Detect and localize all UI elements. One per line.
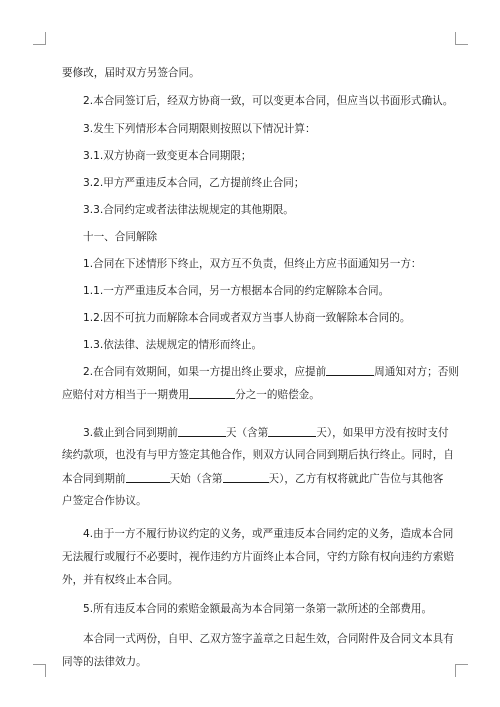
crop-mark-bottom-right xyxy=(455,664,468,677)
clause-4: 4.由于一方不履行协议约定的义务，或严重违反本合同约定的义务，造成本合同 xyxy=(83,528,454,540)
text-segment: 2.在合同有效期间，如果一方提出终止要求，应提前 xyxy=(83,366,327,378)
clause-3-2: 3.2.甲方严重违反本合同，乙方提前终止合同； xyxy=(83,177,305,189)
clause-5: 5.所有违反本合同的索赔金额最高为本合同第一条第一款所述的全部费用。 xyxy=(83,603,433,615)
fill-in-blank xyxy=(268,426,316,437)
paragraph-line: 续约款项，也没有与甲方签定其他合作，则双方认同合同到期后执行终止。同时，自 xyxy=(62,449,454,461)
text-segment: 天始（含第 xyxy=(169,473,223,485)
clause-3-expiry xyxy=(83,426,449,440)
clause-1-3: 1.3.依法律、法规规定的情形而终止。 xyxy=(83,339,263,351)
text-segment: 本合同到期前 xyxy=(62,473,126,485)
clause-3: 3.发生下列情形本合同期限则按照以下情况计算： xyxy=(83,123,316,135)
clause-1-1: 1.1.一方严重违反本合同，另一方根据本合同的约定解除本合同。 xyxy=(83,285,390,297)
paragraph-line: 无法履行或履行不必要时，视作违约方片面终止本合同，守约方除有权向违约方索赔 xyxy=(62,551,454,563)
text-segment: 应赔付对方相当于一期费用 xyxy=(62,389,190,401)
paragraph-line: 要修改，届时双方另签合同。 xyxy=(62,67,200,79)
crop-mark-top-left xyxy=(33,32,46,45)
fill-in-blank xyxy=(126,472,170,483)
clause-1-2: 1.2.因不可抗力而解除本合同或者双方当事人协商一致解除本合同的。 xyxy=(83,312,411,324)
fill-in-blank xyxy=(326,365,374,376)
paragraph-line xyxy=(62,388,320,402)
paragraph-line xyxy=(62,472,443,486)
clause-2-termination xyxy=(83,365,459,379)
clause-3-1: 3.1.双方协商一致变更本合同期限； xyxy=(83,150,252,162)
text-segment: 3.截止到合同到期前 xyxy=(83,427,178,439)
clause-1: 1.合同在下述情形下终止，双方互不负责，但终止方应书面通知另一方： xyxy=(83,258,422,270)
paragraph-line: 同等的法律效力。 xyxy=(62,656,147,668)
text-segment: 分之一的赔偿金。 xyxy=(235,389,320,401)
paragraph-line: 户签定合作协议。 xyxy=(62,495,147,507)
section-heading: 十一、合同解除 xyxy=(83,231,158,243)
fill-in-blank xyxy=(189,388,235,399)
closing-paragraph: 本合同一式两份，自甲、乙双方签字盖章之日起生效，合同附件及合同文本具有 xyxy=(83,633,454,645)
fill-in-blank xyxy=(223,472,269,483)
crop-mark-bottom-left xyxy=(33,664,46,677)
fill-in-blank xyxy=(178,426,226,437)
clause-2: 2.本合同签订后，经双方协商一致，可以变更本合同，但应当以书面形式确认。 xyxy=(83,95,454,107)
text-segment: 天），如果甲方没有按时支付 xyxy=(316,427,449,439)
text-segment: 天），乙方有权将就此广告位与其他客 xyxy=(268,473,444,485)
text-segment: 周通知对方；否则 xyxy=(374,366,459,378)
text-segment: 天（含第 xyxy=(225,427,269,439)
paragraph-line: 外，并有权终止本合同。 xyxy=(62,574,179,586)
clause-3-3: 3.3.合同约定或者法律法规规定的其他期限。 xyxy=(83,204,294,216)
crop-mark-top-right xyxy=(455,32,468,45)
